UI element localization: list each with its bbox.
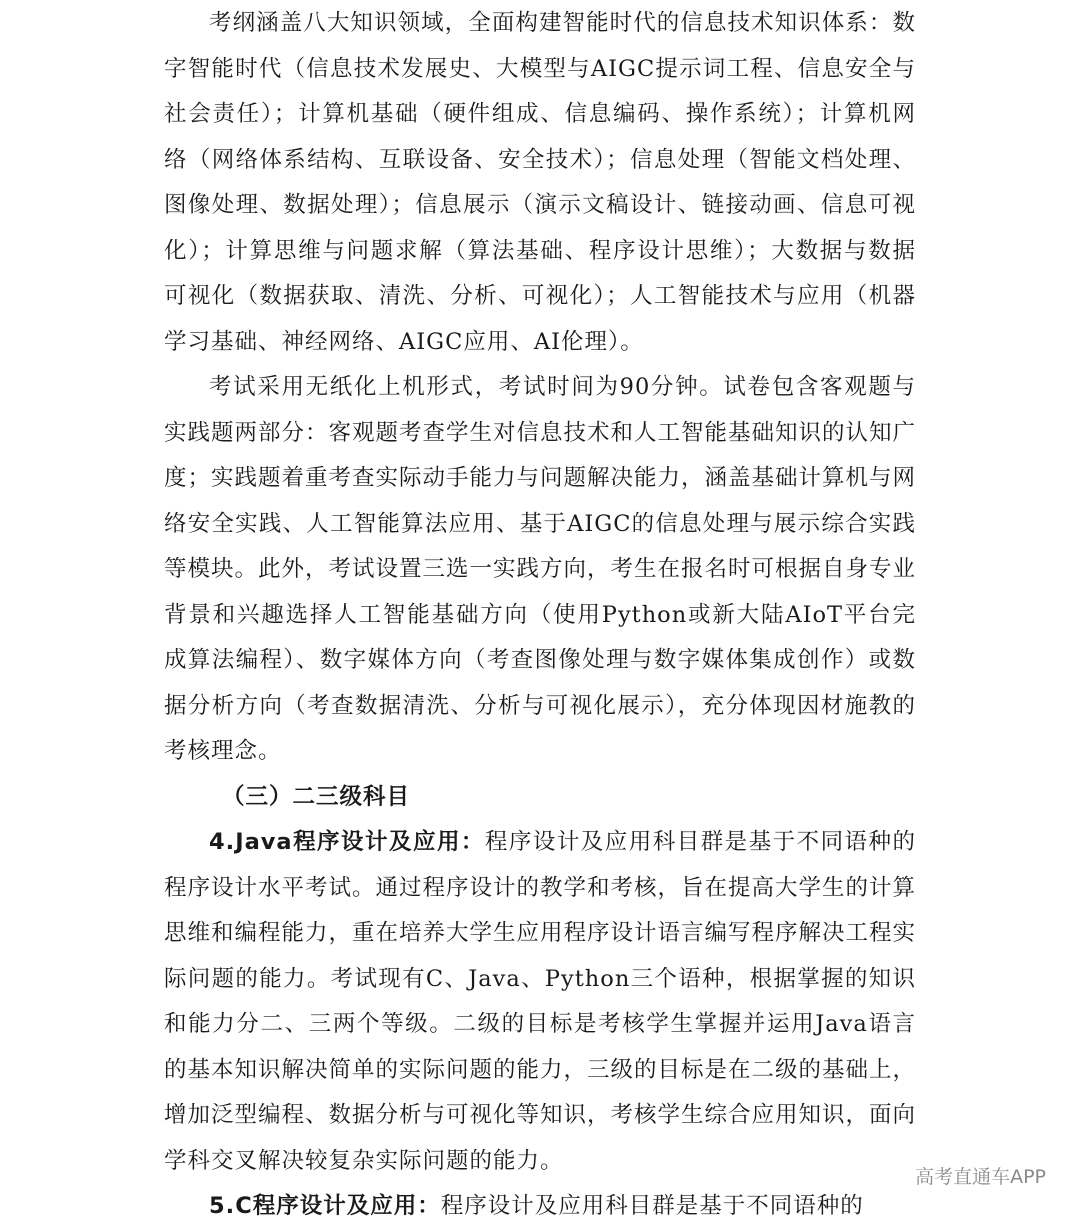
c-subject-body: 程序设计及应用科目群是基于不同语种的 [440,1193,864,1219]
paragraph-c-subject [164,1184,916,1230]
paragraph-exam-format: 考试采用无纸化上机形式，考试时间为90分钟。试卷包含客观题与实践题两部分：客观题考查学生对信息技术和人工智能基础知识的认知广度；实践题着重考查实际动手能力与问题解决能力，涵盖基础计算机与网络安全实践、人工智能算法应用、基于AIGC的信息处理与展示综合实践等模块。此外，考试设置三选一实践方向，考生在报名时可根据自身专业背景和兴趣选择人工智能基础方向（使用Python或新大陆AIoT平台完成算法编程）、数字媒体方向（考查图像处理与数字媒体集成创作）或数据分析方向（考查数据清洗、分析与可视化展示），充分体现因材施教的考核理念。 [164,374,917,764]
paragraph-knowledge-areas: 考纲涵盖八大知识领域，全面构建智能时代的信息技术知识体系：数字智能时代（信息技术发展史、大模型与AIGC提示词工程、信息安全与社会责任）；计算机基础（硬件组成、信息编码、操作系统）；计算机网络（网络体系结构、互联设备、安全技术）；信息处理（智能文档处理、图像处理、数据处理）；信息展示（演示文稿设计、链接动画、信息可视化）；计算思维与问题求解（算法基础、程序设计思维）；大数据与数据可视化（数据获取、清洗、分析、可视化）；人工智能技术与应用（机器学习基础、神经网络、AIGC应用、AI伦理）。 [164,10,916,355]
c-subject-lead: 5.C程序设计及应用： [209,1193,441,1219]
section-heading-level-two-three: （三）二三级科目 [222,783,411,810]
java-subject-lead: 4.Java程序设计及应用： [209,829,485,855]
paragraph-java-subject [164,820,916,1184]
document-page [164,0,916,1230]
java-subject-body: 程序设计及应用科目群是基于不同语种的程序设计水平考试。通过程序设计的教学和考核，旨在提高大学生的计算思维和编程能力，重在培养大学生应用程序设计语言编写程序解决工程实际问题的能力。考试现有C、Java、Python三个语种，根据掌握的知识和能力分二、三两个等级。二级的目标是考核学生掌握并运用Java语言的基本知识解决简单的实际问题的能力，三级的目标是在二级的基础上，增加泛型编程、数据分析与可视化等知识，考核学生综合应用知识，面向学科交叉解决较复杂实际问题的能力。 [164,829,917,1174]
app-watermark: 高考直通车APP [909,1160,1052,1191]
